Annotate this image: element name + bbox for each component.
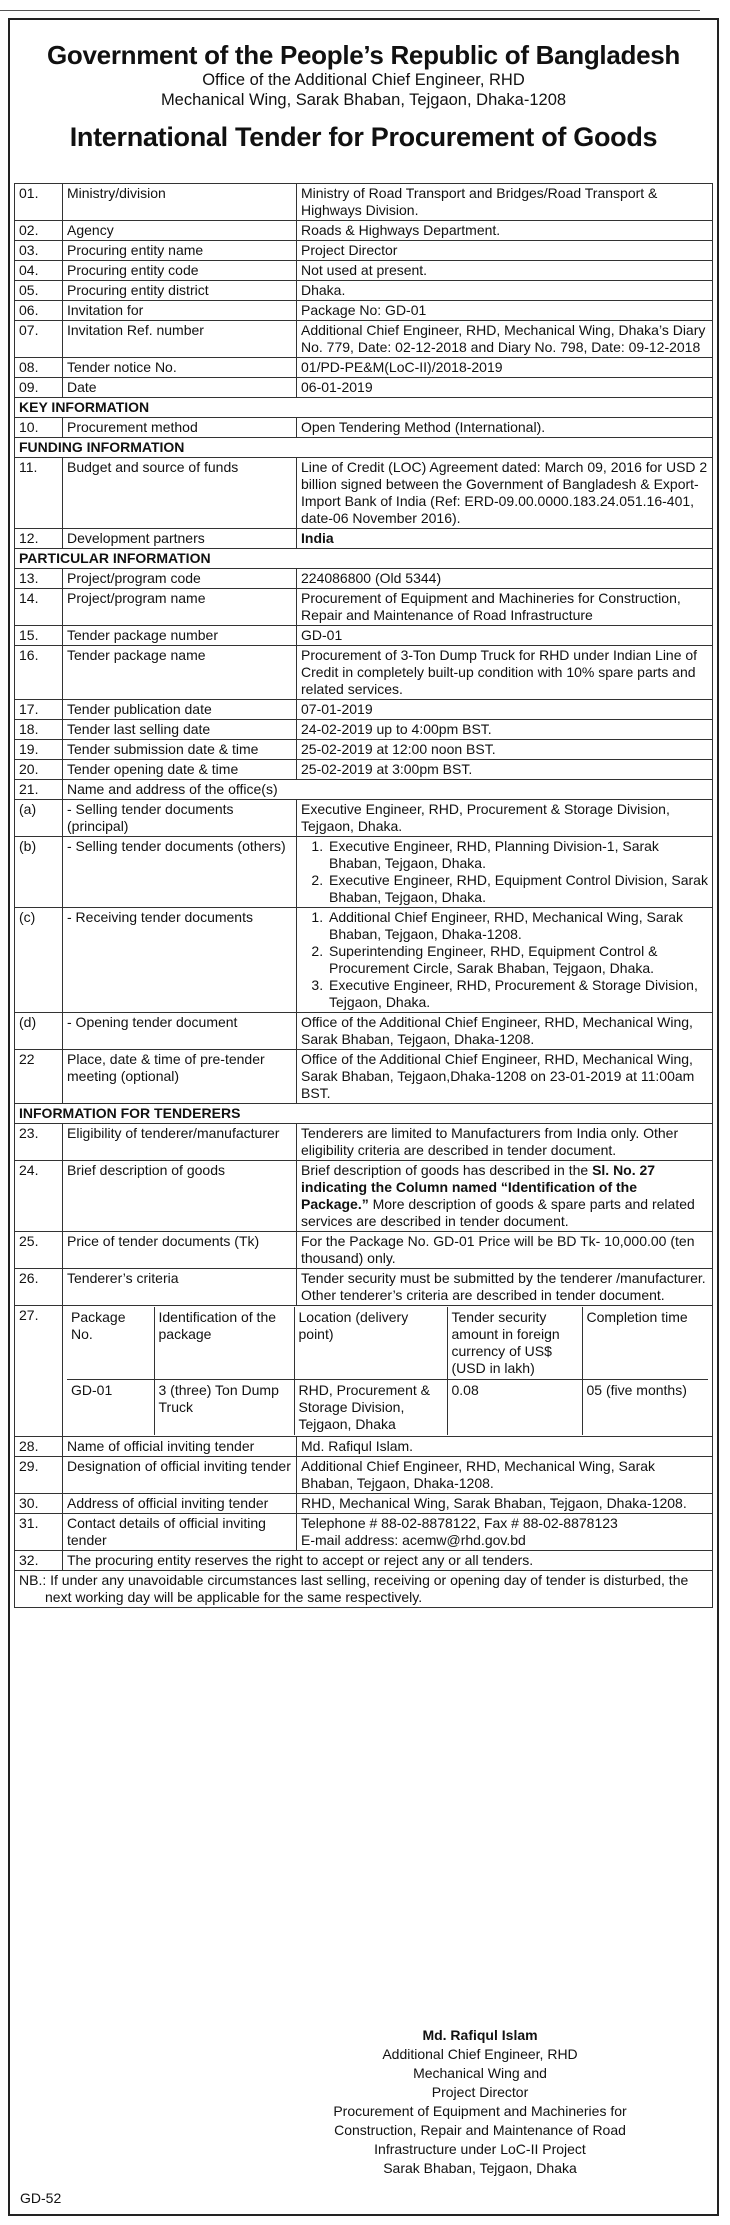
package-header: Package No. <box>67 1307 154 1380</box>
signatory-name: Md. Rafiqul Islam <box>422 2027 538 2043</box>
table-row: 21. Name and address of the office(s) <box>15 780 713 800</box>
package-cell: 0.08 <box>447 1380 582 1436</box>
package-header: Identification of the package <box>154 1307 294 1380</box>
table-row: 27. Package No. Identification of the package Location (delivery point) Tender security amount in foreign currency of US$ (USD in lakh) Completion time GD-01 3 (three) Ton Dump Truck RHD, Procurement & Storage Division, Tejgaon, Dhaka 0.08 05 (five months) <box>15 1306 713 1437</box>
table-row: 29. Designation of official inviting tender Additional Chief Engineer, RHD, Mechanical Wing, Sarak Bhaban, Tejgaon, Dhaka-1208. <box>15 1457 713 1494</box>
tender-title: International Tender for Procurement of Goods <box>69 122 658 152</box>
package-header-row <box>67 1307 708 1380</box>
table-row: (c) - Receiving tender documents 1. Additional Chief Engineer, RHD, Mechanical Wing, Sarak Bhaban, Tejgaon, Dhaka-1208. 2. Superintending Engineer, RHD, Equipment Control & Procurement Circle, Sarak Bhaban, Tejgaon, Dhaka. 3. Executive Engineer, RHD, Procurement & Storage Division, Tejgaon, Dhaka. <box>15 908 713 1013</box>
table-row: 10. Procurement method Open Tendering Method (International). <box>15 418 713 438</box>
package-cell: 05 (five months) <box>582 1380 708 1436</box>
table-row: 06. Invitation for Package No: GD-01 <box>15 301 713 321</box>
table-row: 28. Name of official inviting tender Md. Rafiqul Islam. <box>15 1437 713 1457</box>
table-row: 31. Contact details of official inviting tender Telephone # 88-02-8878122, Fax # 88-02-8878123 E-mail address: acemw@rhd.gov.bd <box>15 1514 713 1551</box>
top-rule <box>0 10 700 11</box>
table-row: 04. Procuring entity code Not used at present. <box>15 261 713 281</box>
list-item: 1. Executive Engineer, RHD, Planning Division-1, Sarak Bhaban, Tejgaon, Dhaka. <box>327 838 708 872</box>
package-header: Tender security amount in foreign currency of US$ (USD in lakh) <box>447 1307 582 1380</box>
table-row: 25. Price of tender documents (Tk) For the Package No. GD-01 Price will be BD Tk- 10,000.00 (ten thousand) only. <box>15 1232 713 1269</box>
package-row <box>67 1380 708 1436</box>
table-row: 18. Tender last selling date 24-02-2019 up to 4:00pm BST. <box>15 720 713 740</box>
signatory-line: Construction, Repair and Maintenance of Road <box>334 2122 626 2138</box>
table-row: 12. Development partners India <box>15 529 713 549</box>
package-cell: RHD, Procurement & Storage Division, Tejgaon, Dhaka <box>294 1380 447 1436</box>
signatory-line: Procurement of Equipment and Machineries for <box>333 2103 627 2119</box>
table-row: 22 Place, date & time of pre-tender meeting (optional) Office of the Additional Chief Engineer, RHD, Mechanical Wing, Sarak Bhaban, Tejgaon,Dhaka-1208 on 23-01-2019 at 11:00am BST. <box>15 1050 713 1104</box>
signatory-line: Project Director <box>431 2084 529 2100</box>
contact-email: E-mail address: acemw@rhd.gov.bd <box>301 1532 526 1548</box>
office-list <box>301 838 708 906</box>
package-cell: GD-01 <box>71 1382 113 1398</box>
signatory-line: Mechanical Wing and <box>413 2065 547 2081</box>
office-list <box>301 909 708 1011</box>
list-item: 3. Executive Engineer, RHD, Procurement & Storage Division, Tejgaon, Dhaka. <box>327 977 708 1011</box>
package-cell: 3 (three) Ton Dump Truck <box>154 1380 294 1436</box>
nb-note: NB.: If under any unavoidable circumstances last selling, receiving or opening day of tender is disturbed, the next working day will be applicable for the same respectively. <box>15 1571 713 1608</box>
section-heading: INFORMATION FOR TENDERERS <box>15 1104 713 1124</box>
list-item: 2. Superintending Engineer, RHD, Equipment Control & Procurement Circle, Sarak Bhaban, Tejgaon, Dhaka. <box>327 943 708 977</box>
office-address: Mechanical Wing, Sarak Bhaban, Tejgaon, Dhaka-1208 <box>160 91 567 109</box>
table-row: 02. Agency Roads & Highways Department. <box>15 221 713 241</box>
table-row: 15. Tender package number GD-01 <box>15 626 713 646</box>
table-row: 14. Project/program name Procurement of Equipment and Machineries for Construction, Repair and Maintenance of Road Infrastructure <box>15 589 713 626</box>
notice-header <box>8 40 719 154</box>
table-row: 17. Tender publication date 07-01-2019 <box>15 700 713 720</box>
package-header: Location (delivery point) <box>294 1307 447 1380</box>
note-row <box>15 1571 713 1608</box>
list-item: 2. Executive Engineer, RHD, Equipment Control Division, Sarak Bhaban, Tejgaon, Dhaka. <box>327 872 708 906</box>
table-row: 32. The procuring entity reserves the right to accept or reject any or all tenders. <box>15 1551 713 1571</box>
table-row: 01. Ministry/division Ministry of Road Transport and Bridges/Road Transport & Highways Division. <box>15 184 713 221</box>
table-row: 11. Budget and source of funds Line of Credit (LOC) Agreement dated: March 09, 2016 for USD 2 billion signed between the Government of Bangladesh & Export-Import Bank of India (Ref: ERD-09.00.0000.183.24.051.16-401, date-06 November 2016). <box>15 458 713 529</box>
tender-table <box>14 183 713 1608</box>
government-title: Government of the People’s Republic of Bangladesh <box>47 40 680 70</box>
signatory-line: Infrastructure under LoC-II Project <box>374 2141 586 2157</box>
table-row: 20. Tender opening date & time 25-02-2019 at 3:00pm BST. <box>15 760 713 780</box>
table-row: 05. Procuring entity district Dhaka. <box>15 281 713 301</box>
table-row: (a) - Selling tender documents (principal) Executive Engineer, RHD, Procurement & Storage Division, Tejgaon, Dhaka. <box>15 800 713 837</box>
contact-phone: Telephone # 88-02-8878122, Fax # 88-02-8878123 <box>301 1515 618 1531</box>
signature-block <box>300 2026 660 2178</box>
package-header: Completion time <box>582 1307 708 1380</box>
table-row: 13. Project/program code 224086800 (Old 5344) <box>15 569 713 589</box>
table-row: 19. Tender submission date & time 25-02-2019 at 12:00 noon BST. <box>15 740 713 760</box>
table-row: 16. Tender package name Procurement of 3-Ton Dump Truck for RHD under Indian Line of Credit in completely built-up condition with 10% spare parts and related services. <box>15 646 713 700</box>
office-name: Office of the Additional Chief Engineer, RHD <box>202 71 525 89</box>
section-heading: FUNDING INFORMATION <box>15 438 713 458</box>
table-row: (b) - Selling tender documents (others) 1. Executive Engineer, RHD, Planning Division-1, Sarak Bhaban, Tejgaon, Dhaka. 2. Executive Engineer, RHD, Equipment Control Division, Sarak Bhaban, Tejgaon, Dhaka. <box>15 837 713 908</box>
list-item: 1. Additional Chief Engineer, RHD, Mechanical Wing, Sarak Bhaban, Tejgaon, Dhaka-1208. <box>327 909 708 943</box>
table-row: 26. Tenderer’s criteria Tender security must be submitted by the tenderer /manufacturer. Other tenderer’s criteria are described in tender document. <box>15 1269 713 1306</box>
signatory-line: Additional Chief Engineer, RHD <box>382 2046 578 2062</box>
table-row: 30. Address of official inviting tender RHD, Mechanical Wing, Sarak Bhaban, Tejgaon, Dhaka-1208. <box>15 1494 713 1514</box>
signatory-line: Sarak Bhaban, Tejgaon, Dhaka <box>383 2160 577 2176</box>
footer-code: GD-52 <box>20 2190 62 2206</box>
table-row: 23. Eligibility of tenderer/manufacturer Tenderers are limited to Manufacturers from India only. Other eligibility criteria are described in tender document. <box>15 1124 713 1161</box>
table-row: 03. Procuring entity name Project Director <box>15 241 713 261</box>
table-row: 09. Date 06-01-2019 <box>15 378 713 398</box>
table-row: 07. Invitation Ref. number Additional Chief Engineer, RHD, Mechanical Wing, Dhaka’s Diary No. 779, Date: 02-12-2018 and Diary No. 798, Date: 09-12-2018 <box>15 321 713 358</box>
package-table <box>67 1307 708 1435</box>
section-heading: KEY INFORMATION <box>15 398 713 418</box>
table-row: (d) - Opening tender document Office of the Additional Chief Engineer, RHD, Mechanical Wing, Sarak Bhaban, Tejgaon, Dhaka-1208. <box>15 1013 713 1050</box>
table-row: 08. Tender notice No. 01/PD-PE&M(LoC-II)/2018-2019 <box>15 358 713 378</box>
table-row: 24. Brief description of goods Brief description of goods has described in the Sl. No. 27 indicating the Column named “Identification of the Package.” More description of goods & spare parts and related services are described in tender document. <box>15 1161 713 1232</box>
section-heading: PARTICULAR INFORMATION <box>15 549 713 569</box>
